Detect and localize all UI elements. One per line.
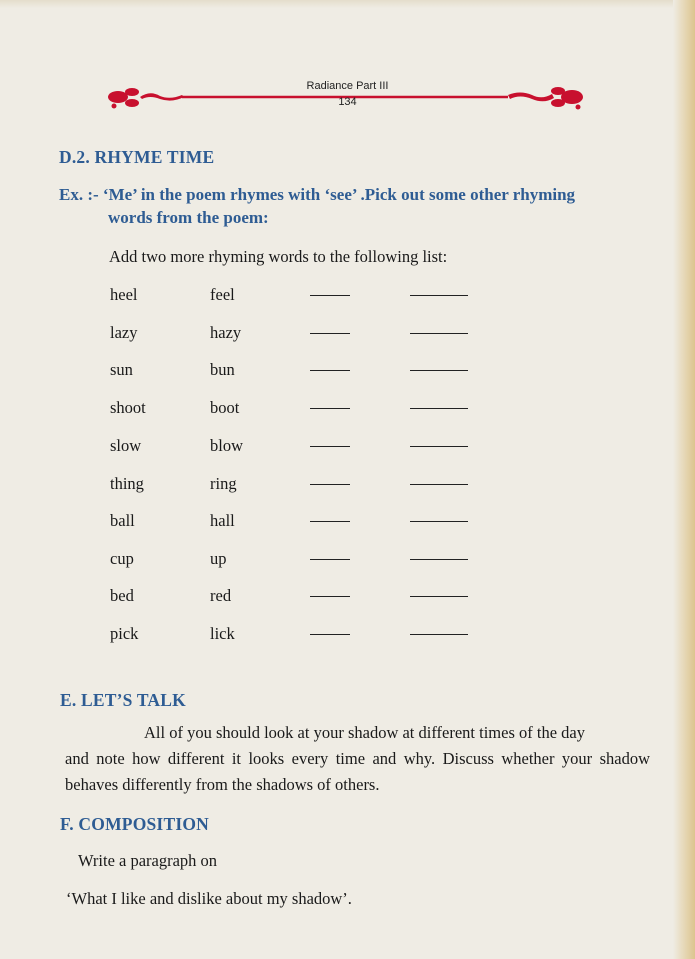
answer-blank[interactable]: [310, 596, 350, 597]
rhyming-word: red: [210, 586, 232, 605]
given-word: slow: [110, 436, 142, 455]
answer-blank[interactable]: [410, 370, 468, 371]
exercise-prefix: Ex. :-: [59, 185, 99, 204]
exercise-line-1: ‘Me’ in the poem rhymes with ‘see’ .Pick out some other rhyming: [102, 185, 576, 204]
answer-blank[interactable]: [310, 408, 350, 409]
given-word: cup: [110, 549, 134, 568]
rhyme-row: [110, 509, 490, 547]
given-word: thing: [110, 474, 144, 493]
rhyming-word: ring: [210, 474, 237, 493]
answer-blank[interactable]: [310, 559, 350, 560]
answer-blank[interactable]: [410, 596, 468, 597]
rhyme-row: [110, 472, 490, 510]
answer-blank[interactable]: [310, 446, 350, 447]
exercise-line-2: words from the poem:: [108, 208, 269, 227]
paragraph-rest: and note how different it looks every time and why. Discuss whether your shadow behaves differently from the shadows of others.: [65, 749, 650, 794]
rhyme-row: [110, 434, 490, 472]
page-right-edge: [673, 0, 695, 959]
given-word: pick: [110, 624, 139, 643]
answer-blank[interactable]: [410, 484, 468, 485]
page-header: [0, 78, 695, 118]
given-word: heel: [110, 285, 138, 304]
answer-blank[interactable]: [410, 408, 468, 409]
book-title: Radiance Part III: [306, 80, 389, 92]
answer-blank[interactable]: [410, 295, 468, 296]
rhyming-word: bun: [210, 360, 235, 379]
rhyming-word: up: [210, 549, 227, 568]
rhyme-row: [110, 622, 490, 660]
given-word: bed: [110, 586, 134, 605]
answer-blank[interactable]: [310, 521, 350, 522]
paragraph-first-line: All of you should look at your shadow at different times of the day: [144, 723, 585, 742]
rhyme-row: [110, 358, 490, 396]
section-f-heading: F. COMPOSITION: [60, 814, 209, 834]
rhyme-row: [110, 283, 490, 321]
rhyming-word: lick: [210, 624, 235, 643]
exercise-prompt: [59, 183, 649, 229]
answer-blank[interactable]: [310, 333, 350, 334]
composition-instruction: Write a paragraph on: [78, 851, 218, 870]
lets-talk-paragraph: [65, 720, 650, 798]
composition-topic: ‘What I like and dislike about my shadow’.: [66, 889, 352, 908]
given-word: ball: [110, 511, 135, 530]
rhyming-word: boot: [210, 398, 240, 417]
rhyming-word: hall: [210, 511, 235, 530]
answer-blank[interactable]: [310, 295, 350, 296]
page-number: 134: [338, 96, 357, 108]
answer-blank[interactable]: [310, 634, 350, 635]
rhyming-word: feel: [210, 285, 235, 304]
instruction-text: Add two more rhyming words to the following list:: [109, 247, 448, 266]
rhyming-word: hazy: [210, 323, 242, 342]
rhyme-row: [110, 321, 490, 359]
given-word: lazy: [110, 323, 138, 342]
rhyme-row: [110, 547, 490, 585]
given-word: sun: [110, 360, 133, 379]
answer-blank[interactable]: [310, 370, 350, 371]
answer-blank[interactable]: [310, 484, 350, 485]
answer-blank[interactable]: [410, 559, 468, 560]
given-word: shoot: [110, 398, 146, 417]
page-top-edge: [0, 0, 695, 8]
answer-blank[interactable]: [410, 446, 468, 447]
section-e-heading: E. LET’S TALK: [60, 690, 186, 710]
rhyming-word: blow: [210, 436, 243, 455]
rhyme-row: [110, 396, 490, 434]
answer-blank[interactable]: [410, 521, 468, 522]
answer-blank[interactable]: [410, 634, 468, 635]
rhyme-row: [110, 584, 490, 622]
section-d-heading: D.2. RHYME TIME: [59, 147, 215, 167]
answer-blank[interactable]: [410, 333, 468, 334]
